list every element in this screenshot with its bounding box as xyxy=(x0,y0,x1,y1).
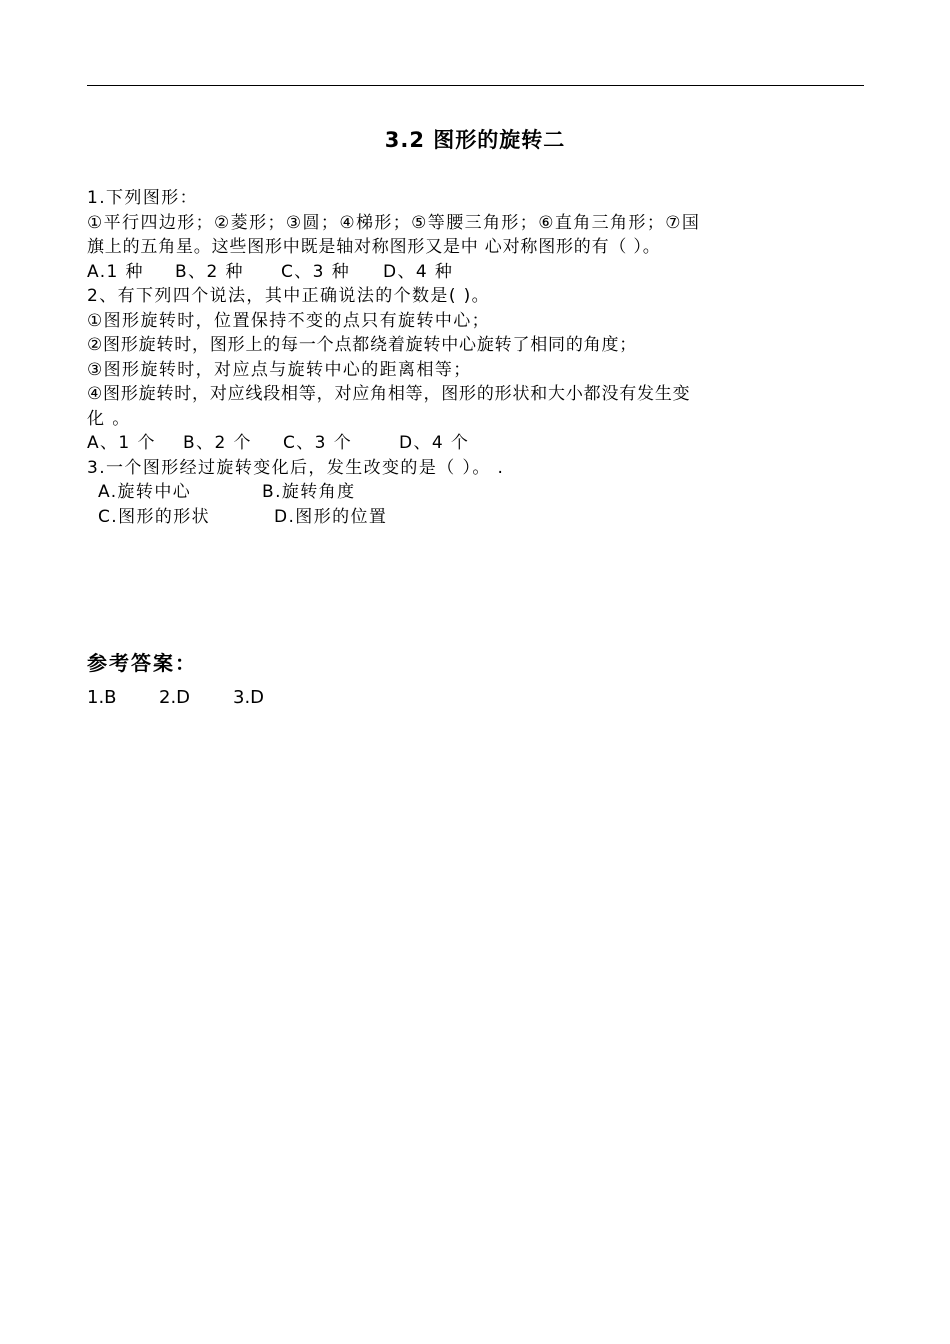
q2-statement-4: ④图形旋转时，对应线段相等，对应角相等，图形的形状和大小都没有发生变 xyxy=(87,384,691,404)
q2-statement-3: ③图形旋转时，对应点与旋转中心的距离相等； xyxy=(87,359,472,380)
q3-option-a: A.旋转中心 xyxy=(98,482,192,502)
q2-statement-1: ①图形旋转时，位置保持不变的点只有旋转中心； xyxy=(87,310,491,331)
page-title: 3.2 图形的旋转二 xyxy=(384,128,566,152)
q2-option-c: C、3 个 xyxy=(283,433,353,453)
header-rule xyxy=(87,85,864,86)
q3-stem: 3.一个图形经过旋转变化后，发生改变的是（ ）。 . xyxy=(87,457,505,478)
q1-options xyxy=(87,260,865,285)
answer-2: 2.D xyxy=(159,687,191,708)
q1-option-a: A.1 种 xyxy=(87,261,144,282)
q1-stem: 1.下列图形： xyxy=(87,188,199,208)
q3-option-d: D.图形的位置 xyxy=(274,506,388,527)
q3-options-row-1 xyxy=(87,480,865,505)
q1-option-d: D、4 种 xyxy=(383,261,454,282)
answer-3: 3.D xyxy=(233,687,265,708)
q2-statement-4-cont: 化 。 xyxy=(87,408,131,429)
q1-option-b: B、2 种 xyxy=(175,261,244,282)
answer-key-heading: 参考答案： xyxy=(87,651,197,675)
q2-option-d: D、4 个 xyxy=(399,433,470,453)
answer-1: 1.B xyxy=(87,687,117,708)
q3-option-c: C.图形的形状 xyxy=(98,506,211,527)
q2-option-b: B、2 个 xyxy=(183,433,252,453)
q2-stem: 2、有下列四个说法，其中正确说法的个数是( )。 xyxy=(87,286,491,306)
q2-statement-2: ②图形旋转时，图形上的每一个点都绕着旋转中心旋转了相同的角度； xyxy=(87,335,638,355)
q3-option-b: B.旋转角度 xyxy=(262,482,356,502)
q1-shapes-line: ①平行四边形；②菱形；③圆；④梯形；⑤等腰三角形；⑥直角三角形；⑦国 xyxy=(87,212,701,233)
q1-question-line: 旗上的五角星。这些图形中既是轴对称图形又是中 心对称图形的有（ ）。 xyxy=(87,237,661,257)
q1-option-c: C、3 种 xyxy=(281,261,351,282)
q2-options xyxy=(87,431,865,456)
q3-options-row-2 xyxy=(87,505,865,530)
answer-key-list xyxy=(87,684,264,712)
question-section xyxy=(87,186,865,529)
q2-option-a: A、1 个 xyxy=(87,433,156,453)
